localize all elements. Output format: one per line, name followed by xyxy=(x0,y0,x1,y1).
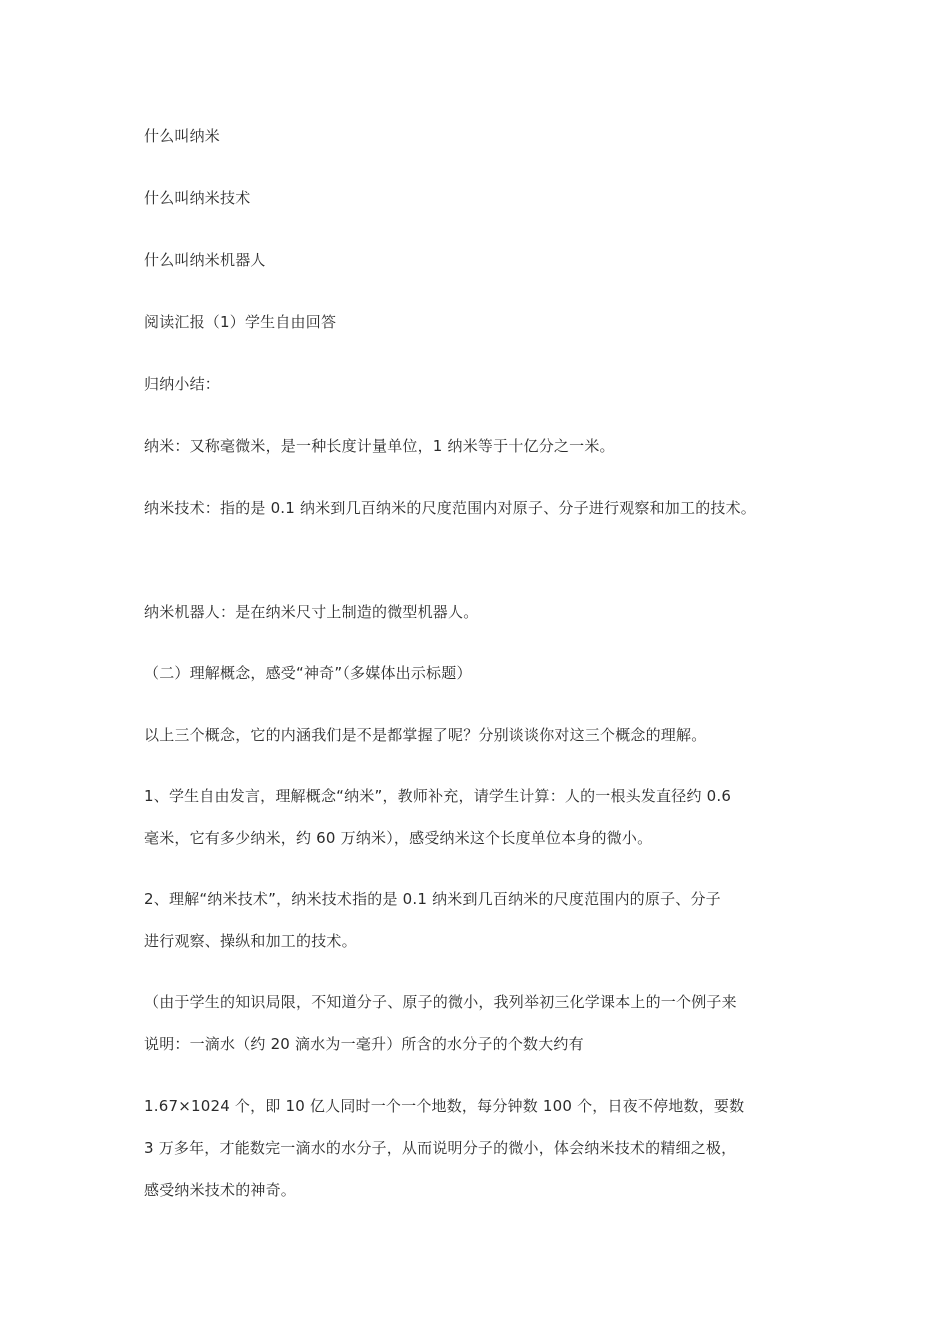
text-line-summary-heading: 归纳小结： xyxy=(144,375,221,393)
text-line-item-two-a: 2、理解“纳米技术”，纳米技术指的是 0.1 纳米到几百纳米的尺度范围内的原子、分子 xyxy=(144,890,721,908)
text-line-item-two-b: 进行观察、操纵和加工的技术。 xyxy=(144,932,357,950)
text-line-reading-report: 阅读汇报（1）学生自由回答 xyxy=(144,313,337,331)
text-line-example-e: 感受纳米技术的神奇。 xyxy=(144,1181,297,1199)
text-line-what-is-nanometer: 什么叫纳米 xyxy=(144,127,221,145)
text-line-section-two-heading: （二）理解概念，感受“神奇”（多媒体出示标题） xyxy=(144,664,472,682)
text-line-example-c: 1.67×1024 个，即 10 亿人同时一个一个地数，每分钟数 100 个，日夜不停地数，要数 xyxy=(144,1097,745,1115)
text-line-nanorobot-definition: 纳米机器人：是在纳米尺寸上制造的微型机器人。 xyxy=(144,603,479,621)
text-line-nanometer-definition: 纳米：又称毫微米，是一种长度计量单位，1 纳米等于十亿分之一米。 xyxy=(144,437,615,455)
text-line-item-one-a: 1、学生自由发言，理解概念“纳米”，教师补充，请学生计算：人的一根头发直径约 0.6 xyxy=(144,787,732,805)
text-line-what-is-nanotech: 什么叫纳米技术 xyxy=(144,189,251,207)
text-line-concepts-question: 以上三个概念，它的内涵我们是不是都掌握了呢？分别谈谈你对这三个概念的理解。 xyxy=(144,726,707,744)
text-line-example-d: 3 万多年，才能数完一滴水的水分子，从而说明分子的微小，体会纳米技术的精细之极， xyxy=(144,1139,737,1157)
text-line-example-b: 说明：一滴水（约 20 滴水为一毫升）所含的水分子的个数大约有 xyxy=(144,1035,584,1053)
text-line-what-is-nanorobot: 什么叫纳米机器人 xyxy=(144,251,266,269)
text-line-example-a: （由于学生的知识局限，不知道分子、原子的微小，我列举初三化学课本上的一个例子来 xyxy=(144,993,737,1011)
text-line-item-one-b: 毫米，它有多少纳米，约 60 万纳米），感受纳米这个长度单位本身的微小。 xyxy=(144,829,653,847)
text-line-nanotech-definition: 纳米技术：指的是 0.1 纳米到几百纳米的尺度范围内对原子、分子进行观察和加工的技术。 xyxy=(144,499,756,517)
